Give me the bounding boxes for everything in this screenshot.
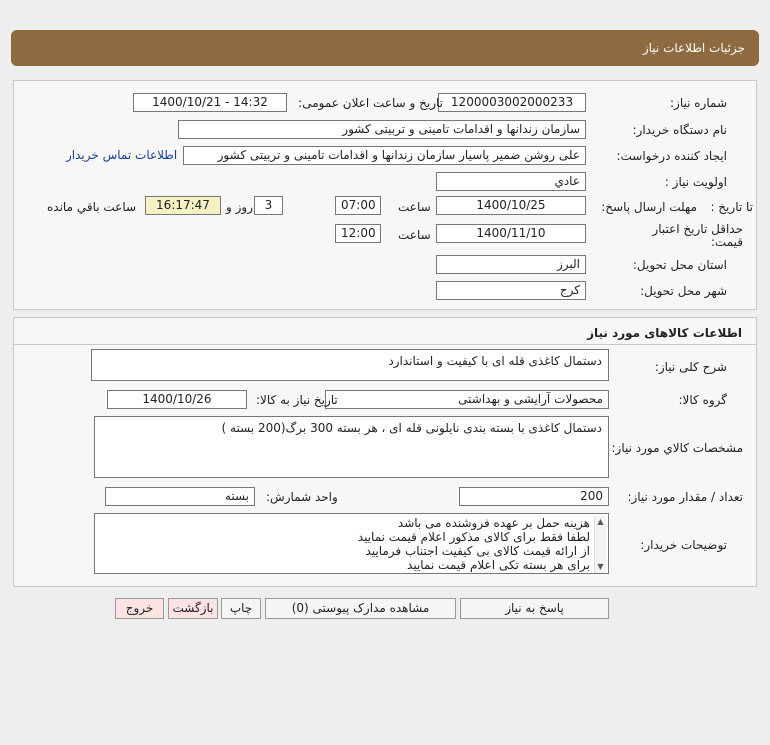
need-date-field: 1400/10/26 [107, 390, 247, 409]
need-details-panel [13, 80, 757, 310]
deadline-to-date-label: تا تاریخ : [710, 200, 753, 214]
goods-section-title: اطلاعات کالاهای مورد نیاز [587, 326, 742, 340]
note-line: برای هر بسته تکی اعلام قیمت نمایید [407, 558, 590, 572]
note-line: از ارائه قیمت کالای بی کیفیت اجتناب فرمایید [365, 544, 590, 558]
deadline-time-field: 07:00 [335, 196, 381, 215]
validity-time-label: ساعت [398, 228, 431, 242]
quantity-label: تعداد / مقدار مورد نیاز: [627, 490, 743, 504]
buyer-notes-field[interactable] [94, 513, 609, 574]
summary-label: شرح کلی نیاز: [654, 360, 727, 374]
announce-date-field: 1400/10/21 - 14:32 [133, 93, 287, 112]
remaining-days-field: 3 [254, 196, 283, 215]
section-divider [14, 344, 756, 345]
city-field: کرج [436, 281, 586, 300]
scroll-up-icon[interactable]: ▲ [597, 517, 604, 526]
priority-field: عادي [436, 172, 586, 191]
summary-field: دستمال کاغذی قله ای با کیفیت و استاندارد [91, 349, 609, 381]
specs-label: مشخصات کالاي مورد نیاز: [611, 441, 743, 455]
deadline-time-label: ساعت [398, 200, 431, 214]
back-button[interactable]: بازگشت [168, 598, 218, 619]
page-header [11, 30, 759, 66]
validity-time-field: 12:00 [335, 224, 381, 243]
priority-label: اولویت نیاز : [664, 175, 727, 189]
province-label: استان محل تحویل: [632, 258, 727, 272]
city-label: شهر محل تحویل: [640, 284, 727, 298]
attachments-button[interactable]: مشاهده مدارک پیوستی (0) [265, 598, 456, 619]
buyer-org-label: نام دستگاه خریدار: [632, 123, 727, 137]
print-button[interactable]: چاپ [221, 598, 261, 619]
deadline-date-field: 1400/10/25 [436, 196, 586, 215]
specs-field: دستمال کاغذی با بسته بندی نایلونی قله ای ، هر بسته 300 برگ(200 بسته ) [94, 416, 609, 478]
unit-label: واحد شمارش: [266, 490, 338, 504]
buyer-notes-label: توضیحات خریدار: [640, 538, 727, 552]
unit-field: بسته [105, 487, 255, 506]
scroll-down-icon[interactable]: ▼ [597, 562, 604, 571]
province-field: البرز [436, 255, 586, 274]
requester-label: ایجاد کننده درخواست: [616, 149, 727, 163]
buyer-contact-link[interactable]: اطلاعات تماس خریدار [66, 148, 178, 162]
goods-group-field: محصولات آرایشی و بهداشتی [325, 390, 609, 409]
min-validity-label [633, 223, 743, 249]
note-line: هزینه حمل بر عهده فروشنده می باشد [397, 516, 590, 530]
need-number-field: 1200003002000233 [438, 93, 586, 112]
reply-button[interactable]: پاسخ به نیاز [460, 598, 609, 619]
page-title: جزئیات اطلاعات نیاز [642, 41, 745, 55]
quantity-field: 200 [459, 487, 609, 506]
validity-date-field: 1400/11/10 [436, 224, 586, 243]
need-date-label: تاریخ نیاز به کالا: [256, 393, 338, 407]
remaining-time-field: 16:17:47 [145, 196, 221, 215]
announce-date-label: تاریخ و ساعت اعلان عمومی: [298, 96, 443, 110]
requester-field: علی روشن ضمیر پاسیار سازمان زندانها و اقدامات تامینی و تربیتی کشور [183, 146, 586, 165]
days-label: روز و [226, 200, 253, 214]
notes-scrollbar[interactable] [594, 516, 606, 573]
note-line: لطفا فقط برای کالای مذکور اعلام قیمت نمایید [357, 530, 590, 544]
need-number-label: شماره نیاز: [670, 96, 727, 110]
exit-button[interactable]: خروج [115, 598, 164, 619]
buyer-org-field: سازمان زندانها و اقدامات تامینی و تربیتی کشور [178, 120, 586, 139]
min-validity-label-text: حداقل تاریخ اعتبار قیمت: [652, 222, 743, 249]
goods-panel [13, 317, 757, 587]
goods-group-label: گروه کالا: [678, 393, 727, 407]
remaining-label: ساعت باقي مانده [47, 200, 137, 214]
deadline-label: مهلت ارسال پاسخ: [601, 200, 697, 214]
